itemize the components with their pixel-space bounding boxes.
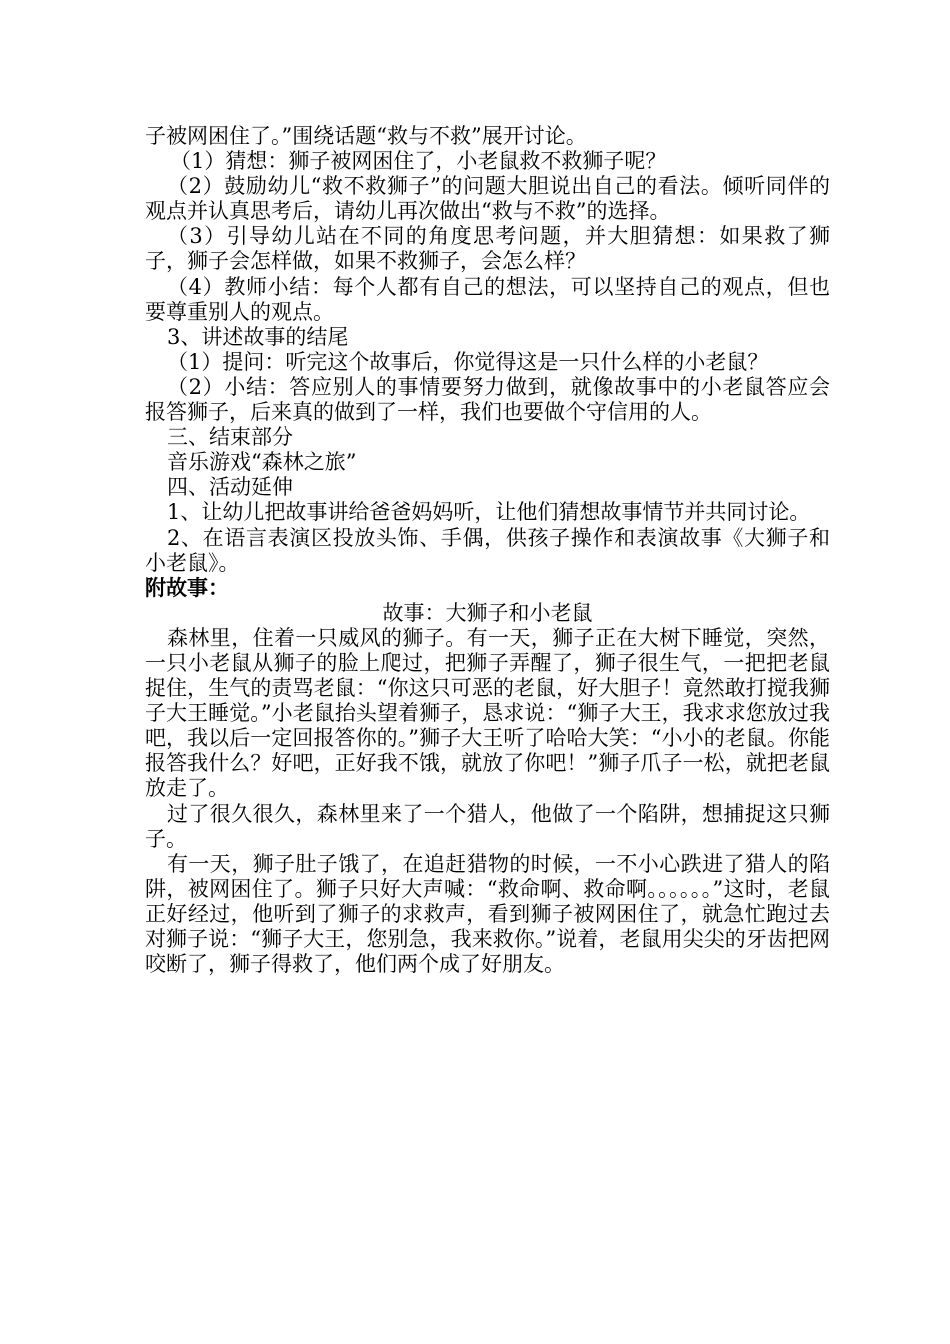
document-page bbox=[145, 124, 830, 977]
paragraph-extension-1: 1、让幼儿把故事讲给爸爸妈妈听，让他们猜想故事情节并共同讨论。 bbox=[167, 500, 811, 525]
story-paragraph-1: 森林里，住着一只威风的狮子。有一天，狮子正在大树下睡觉，突然，一只小老鼠从狮子的脸上爬过，把狮子弄醒了，狮子很生气，一把把老鼠捉住，生气的责骂老鼠：“你这只可恶的老鼠，好大胆子！竟然敢打搅我狮子大王睡觉。”小老鼠抬头望着狮子，恳求说：“狮子大王，我求求您放过我吧，我以后一定回报答你的。”狮子大王听了哈哈大笑：“小小的老鼠。你能报答我什么？好吧，正好我不饿，就放了你吧！”狮子爪子一松，就把老鼠放走了。 bbox=[145, 625, 830, 801]
section-heading-extension: 四、活动延伸 bbox=[167, 475, 293, 500]
paragraph-guess: （1）猜想：狮子被网困住了，小老鼠救不救狮子呢？ bbox=[170, 149, 667, 174]
story-paragraph-2: 过了很久很久，森林里来了一个猎人，他做了一个陷阱，想捕捉这只狮子。 bbox=[145, 801, 830, 851]
paragraph-summary: （2）小结：答应别人的事情要努力做到，就像故事中的小老鼠答应会报答狮子，后来真的做到了一样，我们也要做个守信用的人。 bbox=[145, 374, 830, 425]
paragraph-guide: （3）引导幼儿站在不同的角度思考问题，并大胆猜想：如果救了狮子，狮子会怎样做，如果不救狮子，会怎么样？ bbox=[145, 224, 830, 274]
appendix-heading: 附故事： bbox=[145, 575, 229, 600]
paragraph-encourage: （2）鼓励幼儿“救不救狮子”的问题大胆说出自己的看法。倾听同伴的观点并认真思考后，请幼儿再次做出“救与不救”的选择。 bbox=[145, 174, 830, 224]
paragraph-teacher-summary: （4）教师小结：每个人都有自己的想法，可以坚持自己的观点，但也要尊重别人的观点。 bbox=[145, 274, 830, 324]
story-title: 故事：大狮子和小老鼠 bbox=[382, 600, 593, 625]
paragraph-question: （1）提问：听完这个故事后，你觉得这是一只什么样的小老鼠？ bbox=[167, 349, 769, 374]
paragraph-continuation: 子被网困住了。”围绕话题“救与不救”展开讨论。 bbox=[145, 124, 587, 148]
section-heading-ending: 三、结束部分 bbox=[167, 425, 293, 450]
section-heading-story-ending: 3、讲述故事的结尾 bbox=[167, 324, 349, 349]
paragraph-music-game: 音乐游戏“森林之旅” bbox=[167, 450, 357, 475]
paragraph-extension-2: 2、在语言表演区投放头饰、手偶，供孩子操作和表演故事《大狮子和小老鼠》。 bbox=[145, 525, 830, 575]
story-paragraph-3: 有一天，狮子肚子饿了，在追赶猎物的时候，一不小心跌进了猎人的陷阱，被网困住了。狮子只好大声喊：“救命啊、救命啊。。。。。。”这时，老鼠正好经过，他听到了狮子的求救声，看到狮子被网困住了，就急忙跑过去对狮子说：“狮子大王，您别急，我来救你。”说着，老鼠用尖尖的牙齿把网咬断了，狮子得救了，他们两个成了好朋友。 bbox=[145, 851, 830, 977]
